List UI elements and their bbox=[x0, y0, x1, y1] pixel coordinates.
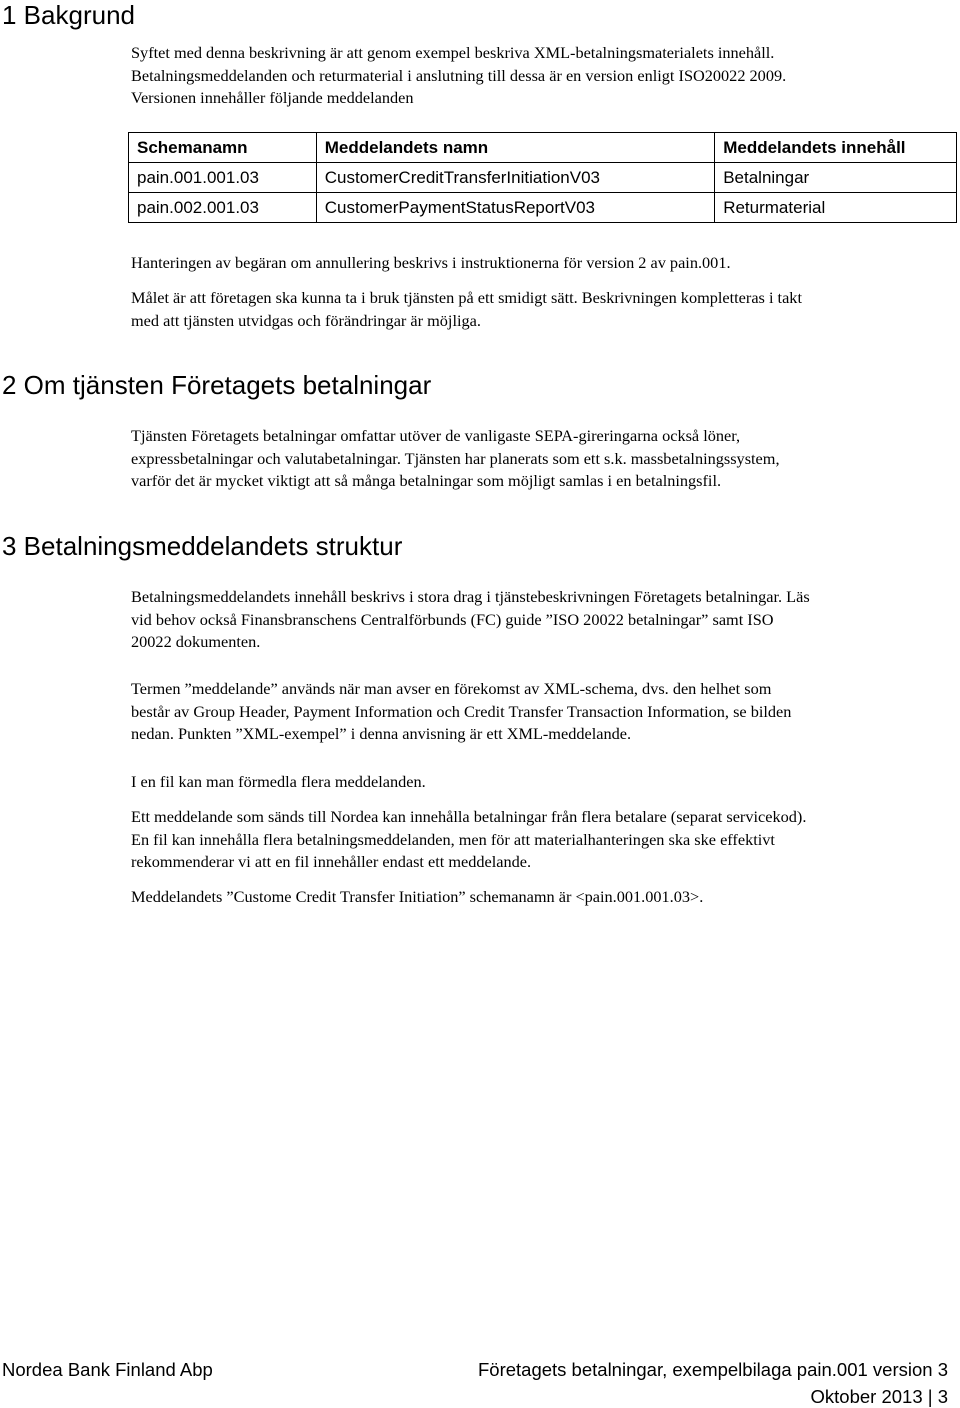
table-cell: pain.001.001.03 bbox=[129, 163, 317, 193]
footer-company: Nordea Bank Finland Abp bbox=[2, 1359, 213, 1380]
footer-document-title: Företagets betalningar, exempelbilaga pain.001 version 3 bbox=[477, 1359, 948, 1380]
goal-paragraph bbox=[131, 287, 943, 332]
table-cell: CustomerPaymentStatusReportV03 bbox=[316, 193, 714, 223]
section-2-heading: 2 Om tjänsten Företagets betalningar bbox=[2, 370, 432, 400]
table-cell: Returmaterial bbox=[715, 193, 957, 223]
paragraph-line: vid behov också Finansbranschens Centralförbunds (FC) guide ”ISO 20022 betalningar” samt ISO bbox=[131, 609, 774, 629]
paragraph-line: Ett meddelande som sänds till Nordea kan innehålla betalningar från flera betalare (separat servicekod). bbox=[131, 807, 807, 826]
file-paragraph bbox=[131, 771, 943, 794]
table-row bbox=[129, 163, 957, 193]
table-cell: pain.002.001.03 bbox=[129, 193, 317, 223]
paragraph-line: rekommenderar vi att en fil innehåller endast ett meddelande. bbox=[131, 852, 532, 871]
section-3-heading: 3 Betalningsmeddelandets struktur bbox=[2, 531, 403, 561]
service-paragraph bbox=[131, 425, 943, 493]
paragraph-line: Målet är att företagen ska kunna ta i bruk tjänsten på ett smidigt sätt. Beskrivningen kompletteras i takt bbox=[131, 288, 802, 307]
table-cell: Betalningar bbox=[715, 163, 957, 193]
intro-line: Syftet med denna beskrivning är att genom exempel beskriva XML-betalningsmaterialets innehåll. bbox=[131, 43, 775, 62]
column-header: Meddelandets namn bbox=[316, 133, 714, 163]
paragraph-line: Hanteringen av begäran om annullering beskrivs i instruktionerna för version 2 av pain.001. bbox=[131, 253, 731, 272]
paragraph-line: varför det är mycket viktigt att så många betalningar som möjligt samlas i en betalningsfil. bbox=[131, 471, 722, 490]
nordea-paragraph bbox=[131, 806, 943, 874]
paragraph-line: består av Group Header, Payment Information och Credit Transfer Transaction Information, se bilden bbox=[131, 701, 792, 721]
paragraph-line: Betalningsmeddelandets innehåll beskrivs i stora drag i tjänstebeskrivningen Företagets betalningar. Läs bbox=[131, 587, 810, 606]
paragraph-line: 20022 dokumenten. bbox=[131, 632, 261, 651]
paragraph-line: I en fil kan man förmedla flera meddelanden. bbox=[131, 772, 426, 791]
structure-paragraph bbox=[131, 586, 943, 654]
paragraph-line: expressbetalningar och valutabetalningar. Tjänsten har planerats som ett s.k. massbetalningssystem, bbox=[131, 448, 780, 468]
schema-name-paragraph bbox=[131, 886, 943, 909]
section-1-intro bbox=[131, 42, 943, 110]
paragraph-line: Termen ”meddelande” används när man avser en förekomst av XML-schema, dvs. den helhet som bbox=[131, 679, 772, 698]
column-header: Meddelandets innehåll bbox=[715, 133, 957, 163]
table-cell: CustomerCreditTransferInitiationV03 bbox=[316, 163, 714, 193]
paragraph-line: En fil kan innehålla flera betalningsmeddelanden, men för att materialhanteringen ska ske effektivt bbox=[131, 829, 775, 849]
paragraph-line: Meddelandets ”Custome Credit Transfer Initiation” schemanamn är <pain.001.001.03>. bbox=[131, 887, 704, 906]
paragraph-line: Tjänsten Företagets betalningar omfattar utöver de vanligaste SEPA-gireringarna också löner, bbox=[131, 426, 741, 445]
paragraph-line: med att tjänsten utvidgas och förändringar är möjliga. bbox=[131, 310, 481, 330]
column-header: Schemanamn bbox=[129, 133, 317, 163]
section-1-heading: 1 Bakgrund bbox=[2, 0, 135, 30]
paragraph-line: nedan. Punkten ”XML-exempel” i denna anvisning är ett XML-meddelande. bbox=[131, 724, 632, 743]
table-header-row bbox=[129, 133, 957, 163]
footer-date-page: Oktober 2013 | 3 bbox=[810, 1386, 948, 1407]
intro-line: Versionen innehåller följande meddelanden bbox=[131, 88, 414, 107]
table-row bbox=[129, 193, 957, 223]
cancellation-paragraph bbox=[131, 252, 943, 275]
message-term-paragraph bbox=[131, 678, 943, 746]
intro-line: Betalningsmeddelanden och returmaterial i anslutning till dessa är en version enligt ISO20022 2009. bbox=[131, 65, 787, 85]
message-table bbox=[128, 132, 957, 223]
